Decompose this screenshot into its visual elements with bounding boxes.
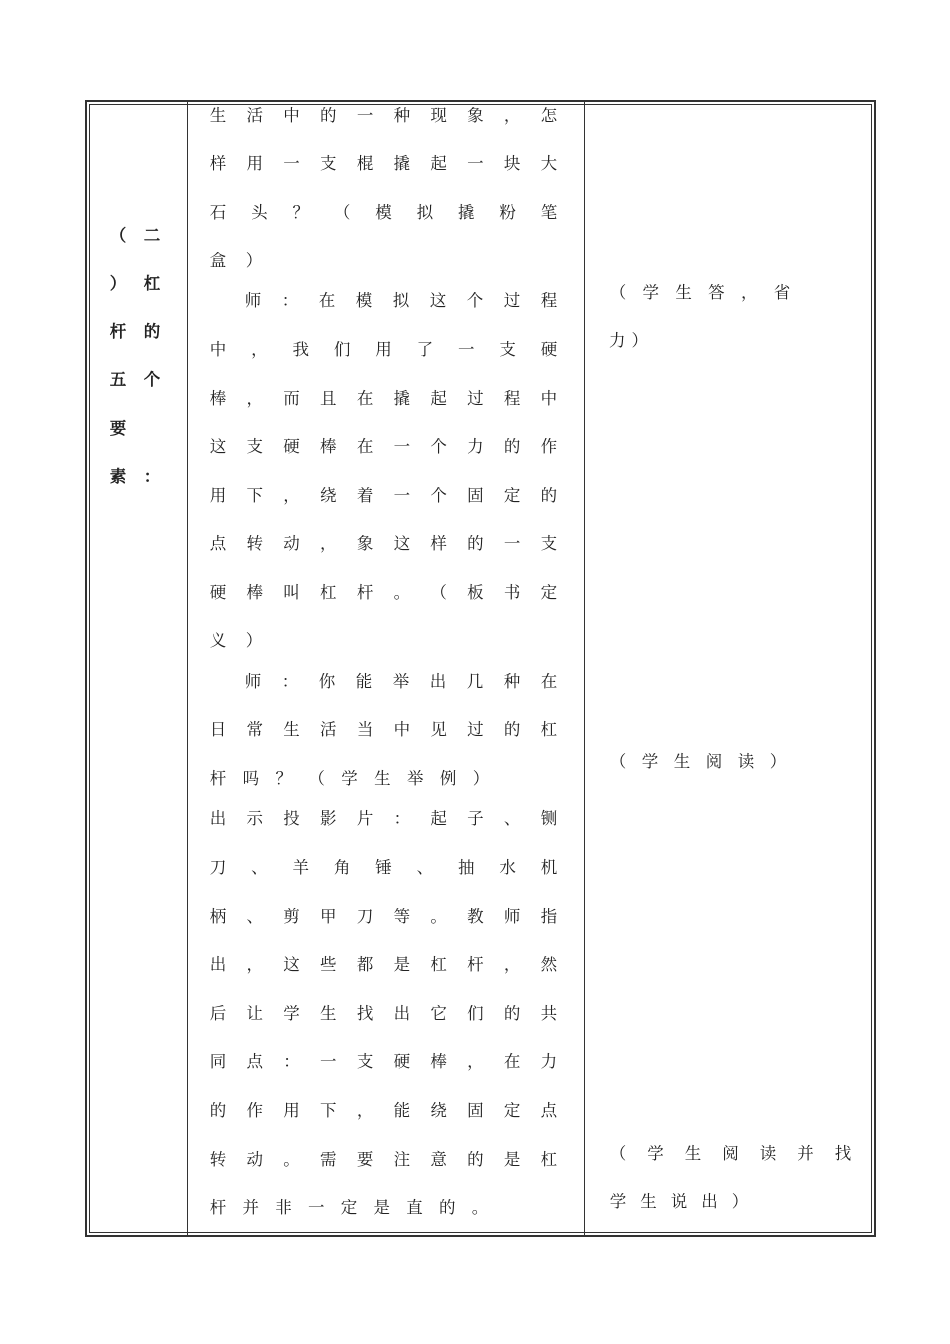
lesson-text-char: 们 [333,340,351,359]
lesson-text-char: 这 [393,534,411,553]
lesson-text-char: 注 [393,1150,411,1169]
lesson-text-char: ， [467,1052,484,1071]
lesson-text-char: 书 [503,583,521,602]
lesson-text-line [209,1149,558,1171]
lesson-text-char: 生 [320,1004,337,1023]
lesson-text-char: 支 [540,534,558,553]
lesson-text-char: 共 [540,1004,558,1023]
lesson-text-char: 一 [393,437,411,456]
lesson-text-char: 角 [333,858,351,877]
student-activity-char: ） [769,752,787,771]
lesson-text-char: 点 [540,1101,558,1120]
lesson-text-char: 、 [503,809,521,828]
lesson-text-line [209,1003,558,1025]
lesson-text-char: （ [308,769,325,788]
lesson-text-char: 的 [467,1150,484,1169]
lesson-text-char: 这 [429,291,447,310]
lesson-text-char: 头 [251,203,268,222]
lesson-text-line [209,485,558,507]
lesson-text-char: 板 [467,583,484,602]
lesson-text-char: 用 [283,1101,300,1120]
lesson-text-char: 活 [246,106,264,125]
lesson-text-char: ） [472,769,490,788]
lesson-text-char: 点 [246,1052,264,1071]
lesson-text-line [209,719,558,741]
lesson-text-char: 常 [246,720,264,739]
lesson-text-char: 的 [209,1101,227,1120]
section-heading-char: 杆 [109,322,127,341]
lesson-text-char: 它 [430,1004,447,1023]
lesson-text-char: 过 [503,291,521,310]
lesson-text-line [209,105,558,127]
lesson-text-char: 动 [246,1150,264,1169]
student-activity-char: 学 [609,1192,627,1211]
lesson-text-char: 下 [320,1101,337,1120]
lesson-text-char: 作 [540,437,558,456]
lesson-text-char: 起 [430,154,447,173]
lesson-text-char: 过 [467,720,484,739]
lesson-text-char: 样 [209,154,227,173]
lesson-text-char: 是 [393,955,411,974]
section-heading-line [109,466,169,488]
lesson-text-char: 学 [341,769,358,788]
student-activity-line [609,282,791,304]
lesson-text-char: 撬 [393,154,411,173]
lesson-text-char: 剪 [283,907,300,926]
lesson-text-char: 学 [283,1004,300,1023]
lesson-text-char: 影 [320,809,337,828]
lesson-text-char: 、 [251,858,268,877]
lesson-text-char: 棒 [430,1052,447,1071]
lesson-text-char: 这 [209,437,227,456]
lesson-text-char: 师 [503,907,521,926]
lesson-text-char: 是 [373,1198,390,1217]
lesson-text-char: 一 [283,154,300,173]
lesson-text-char: 用 [375,340,392,359]
lesson-text-char: ， [246,955,264,974]
section-heading-line [109,273,169,295]
lesson-text-char: 支 [499,340,516,359]
lesson-text-char: 定 [503,486,521,505]
lesson-text-char: 在 [356,389,374,408]
lesson-text-line [209,1100,558,1122]
lesson-text-char: 在 [540,672,558,691]
student-activity-char: 生 [640,1192,657,1211]
lesson-text-char: （ [333,203,351,222]
lesson-text-line [209,1051,558,1073]
lesson-text-char: 固 [467,1101,484,1120]
lesson-text-char: 能 [355,672,373,691]
lesson-text-char: 片 [356,809,374,828]
lesson-text-char: 。 [393,583,411,602]
lesson-text-char: 动 [283,534,300,553]
lesson-text-char: 用 [209,486,227,505]
lesson-text-char: 示 [246,809,264,828]
lesson-text-char: 中 [393,720,411,739]
lesson-text-char: 硬 [540,340,558,359]
lesson-text-line [244,671,558,693]
lesson-text-char: 锤 [375,858,392,877]
lesson-text-char: 铡 [540,809,558,828]
lesson-text-char: 子 [467,809,484,828]
lesson-text-char: 出 [393,1004,411,1023]
section-heading-char: 个 [143,370,161,389]
student-activity-char: 生 [673,752,691,771]
student-activity-char: （ [609,752,627,771]
lesson-text-char: 非 [275,1198,292,1217]
lesson-text-char: ， [503,106,521,125]
lesson-text-char: 并 [242,1198,259,1217]
student-activity-line [609,1191,749,1213]
lesson-text-char: 出 [429,672,447,691]
lesson-text-char: ， [320,534,337,553]
lesson-text-char: ， [503,955,521,974]
lesson-text-char: ） [245,631,263,650]
lesson-text-char: 例 [439,769,457,788]
lesson-text-char: 现 [430,106,447,125]
lesson-text-char: 抽 [458,858,475,877]
student-activity-char: 学 [641,752,659,771]
lesson-text-line [209,906,558,928]
lesson-text-char: 让 [246,1004,264,1023]
lesson-text-char: 同 [209,1052,227,1071]
student-activity-char: ） [631,331,648,350]
lesson-text-char: ： [281,672,299,691]
lesson-text-char: 块 [503,154,521,173]
lesson-text-char: 了 [416,340,434,359]
student-activity-char: 答 [708,283,725,302]
lesson-text-char: 杆 [209,1198,227,1217]
lesson-text-char: 出 [209,955,227,974]
lesson-text-char: 中 [283,106,300,125]
section-heading-line [109,321,169,343]
lesson-text-char: 杠 [320,583,337,602]
student-activity-char: 力 [609,331,626,350]
lesson-text-char: ： [281,291,299,310]
lesson-text-char: 石 [209,203,227,222]
lesson-text-char: 意 [430,1150,447,1169]
lesson-text-char: 的 [540,486,558,505]
student-activity-char: （ [609,1144,627,1163]
lesson-text-line [209,768,490,790]
lesson-text-char: ？ [292,203,309,222]
lesson-text-char: 刀 [209,858,227,877]
lesson-text-char: （ [430,583,447,602]
lesson-text-char: 指 [540,907,558,926]
lesson-text-char: 转 [209,1150,227,1169]
student-activity-char: ） [731,1192,749,1211]
lesson-text-char: 等 [393,907,411,926]
lesson-text-char: 棒 [320,437,337,456]
student-activity-char: 学 [642,283,660,302]
lesson-text-char: 绕 [320,486,337,505]
lesson-text-line [209,1197,489,1219]
lesson-text-char: 盒 [209,251,227,270]
lesson-text-char: 支 [356,1052,374,1071]
lesson-text-char: 一 [356,106,374,125]
section-heading-char: ： [143,467,161,486]
lesson-text-char: 硬 [283,437,300,456]
lesson-text-char: ， [356,1101,374,1120]
student-activity-char: 省 [773,283,791,302]
lesson-text-char: 程 [503,389,521,408]
lesson-text-char: 棒 [246,583,264,602]
lesson-text-char: 找 [356,1004,374,1023]
lesson-text-char: 下 [246,486,264,505]
lesson-text-char: 举 [392,672,410,691]
student-activity-char: 生 [675,283,692,302]
lesson-text-char: ， [251,340,268,359]
lesson-text-char: 出 [209,809,227,828]
lesson-text-char: 、 [246,907,264,926]
lesson-text-char: 笔 [540,203,558,222]
lesson-text-char: 然 [540,955,558,974]
lesson-text-char: 象 [356,534,374,553]
lesson-text-char: 种 [503,672,521,691]
student-activity-line [609,1143,852,1165]
lesson-text-char: 杆 [209,769,227,788]
lesson-text-line [209,533,558,555]
section-heading-line [109,225,169,247]
lesson-text-char: 直 [406,1198,423,1217]
student-activity-char: 读 [737,752,755,771]
lesson-text-char: 杆 [356,583,374,602]
lesson-text-char: 模 [355,291,373,310]
lesson-text-line [209,339,558,361]
lesson-text-char: 几 [466,672,484,691]
student-activity-char: ， [740,283,758,302]
lesson-text-char: 、 [416,858,434,877]
lesson-text-char: 棒 [209,389,227,408]
lesson-text-char: 中 [540,389,558,408]
lesson-text-char: 我 [292,340,309,359]
lesson-text-char: 的 [467,534,484,553]
lesson-text-char: 而 [283,389,300,408]
lesson-text-char: 见 [430,720,447,739]
lesson-text-char: 起 [430,389,447,408]
lesson-text-char: 师 [244,672,262,691]
lesson-text-char: 个 [430,437,447,456]
lesson-text-char: 固 [467,486,484,505]
student-activity-char: 阅 [722,1144,739,1163]
lesson-text-char: 中 [209,340,227,359]
lesson-text-line [209,582,558,604]
lesson-text-char: 一 [458,340,475,359]
lesson-text-char: 需 [320,1150,337,1169]
lesson-text-char: 点 [209,534,227,553]
lesson-text-char: ， [283,486,300,505]
lesson-text-char: 的 [503,720,521,739]
lesson-text-char: 们 [467,1004,484,1023]
lesson-text-char: 你 [318,672,336,691]
lesson-text-char: 拟 [416,203,434,222]
lesson-text-char: 生 [374,769,391,788]
lesson-text-char: 定 [503,1101,521,1120]
lesson-text-char: ？ [275,769,292,788]
lesson-text-char: 。 [283,1150,300,1169]
lesson-text-char: 杆 [467,955,484,974]
lesson-text-char: 在 [503,1052,521,1071]
lesson-text-line [209,388,558,410]
lesson-text-char: 一 [308,1198,325,1217]
lesson-text-char: 拟 [392,291,410,310]
lesson-text-char: 支 [320,154,337,173]
lesson-text-char: 撬 [393,389,411,408]
section-heading-char: 杠 [143,274,161,293]
lesson-text-line [209,630,281,652]
lesson-text-char: 一 [503,534,521,553]
lesson-text-char: 硬 [393,1052,411,1071]
lesson-text-char: 过 [467,389,484,408]
lesson-text-char: 样 [430,534,447,553]
section-heading-char: 的 [143,322,161,341]
lesson-text-char: 日 [209,720,227,739]
lesson-text-char: 后 [209,1004,227,1023]
lesson-text-line [209,153,558,175]
student-activity-line [609,751,787,773]
lesson-text-char: 在 [318,291,336,310]
lesson-text-char: 的 [320,106,337,125]
student-activity-char: （ [609,283,627,302]
lesson-text-char: 活 [320,720,337,739]
lesson-text-char: 种 [393,106,411,125]
lesson-text-char: 一 [320,1052,337,1071]
lesson-text-char: 着 [356,486,374,505]
lesson-text-char: 水 [499,858,516,877]
student-activity-char: 并 [797,1144,814,1163]
lesson-text-char: 些 [320,955,337,974]
lesson-text-char: 举 [407,769,424,788]
lesson-text-char: 这 [283,955,300,974]
lesson-text-char: 作 [246,1101,264,1120]
lesson-text-char: 转 [246,534,264,553]
lesson-text-char: 教 [467,907,484,926]
lesson-text-char: 撬 [458,203,475,222]
section-heading-char: 素 [109,467,127,486]
lesson-text-char: 义 [209,631,227,650]
lesson-text-char: 吗 [242,769,260,788]
lesson-text-char: 。 [430,907,447,926]
lesson-text-char: 模 [375,203,392,222]
lesson-text-line [209,857,558,879]
section-heading-char: 要 [109,419,127,438]
lesson-text-char: 力 [540,1052,558,1071]
lesson-text-char: 生 [209,106,227,125]
lesson-text-char: 的 [439,1198,456,1217]
student-activity-line [609,330,651,352]
student-activity-char: 生 [684,1144,702,1163]
lesson-text-char: ） [245,251,263,270]
lesson-text-char: 要 [356,1150,374,1169]
lesson-text-char: 起 [430,809,447,828]
lesson-text-char: 象 [467,106,484,125]
lesson-text-char: 且 [320,389,337,408]
lesson-text-char: 大 [540,154,558,173]
lesson-text-char: ： [393,809,411,828]
section-heading-char: （ [109,226,127,245]
section-heading-char: 五 [109,370,127,389]
lesson-text-line [209,808,558,830]
lesson-text-char: 羊 [292,858,309,877]
student-activity-char: 学 [647,1144,664,1163]
student-activity-char: 找 [834,1144,852,1163]
lesson-text-char: 个 [466,291,484,310]
lesson-text-line [209,436,558,458]
lesson-text-char: 机 [540,858,558,877]
lesson-text-char: 硬 [209,583,227,602]
lesson-text-char: 杠 [540,1150,558,1169]
lesson-text-char: 一 [467,154,484,173]
lesson-text-char: 当 [356,720,374,739]
lesson-text-char: 甲 [320,907,337,926]
lesson-text-char: 是 [503,1150,521,1169]
column-divider-2 [584,102,585,1235]
lesson-text-char: 柄 [209,907,227,926]
lesson-text-char: 刀 [356,907,374,926]
student-activity-char: 读 [759,1144,777,1163]
lesson-text-line [244,290,558,312]
lesson-text-char: 杠 [430,955,447,974]
lesson-text-char: 的 [503,1004,521,1023]
lesson-text-char: 棍 [356,154,374,173]
lesson-text-char: 。 [471,1198,489,1217]
lesson-text-char: 一 [393,486,411,505]
section-heading-char: ） [109,274,127,293]
lesson-text-char: 都 [356,955,374,974]
student-activity-char: 说 [670,1192,688,1211]
student-activity-char: 阅 [705,752,723,771]
lesson-text-line [209,250,281,272]
lesson-text-char: 师 [244,291,262,310]
lesson-text-char: 叫 [283,583,300,602]
lesson-text-char: 在 [356,437,374,456]
lesson-text-char: 怎 [540,106,558,125]
lesson-text-char: ： [283,1052,300,1071]
lesson-text-char: 程 [540,291,558,310]
lesson-text-char: ， [246,389,264,408]
lesson-text-char: 支 [246,437,264,456]
lesson-text-char: 定 [340,1198,358,1217]
lesson-text-char: 投 [283,809,300,828]
lesson-text-line [209,202,558,224]
lesson-text-char: 个 [430,486,447,505]
lesson-text-char: 杠 [540,720,558,739]
lesson-text-char: 绕 [430,1101,447,1120]
section-heading-char: 二 [143,226,161,245]
student-activity-char: 出 [701,1192,718,1211]
lesson-text-char: 力 [467,437,484,456]
lesson-text-char: 粉 [499,203,516,222]
section-heading-line [109,369,169,391]
section-heading-line [109,418,169,440]
lesson-text-char: 用 [246,154,264,173]
lesson-text-char: 生 [283,720,300,739]
lesson-text-line [209,954,558,976]
lesson-text-char: 能 [393,1101,411,1120]
lesson-text-char: 定 [540,583,558,602]
lesson-text-char: 的 [503,437,521,456]
column-divider-1 [187,102,188,1235]
